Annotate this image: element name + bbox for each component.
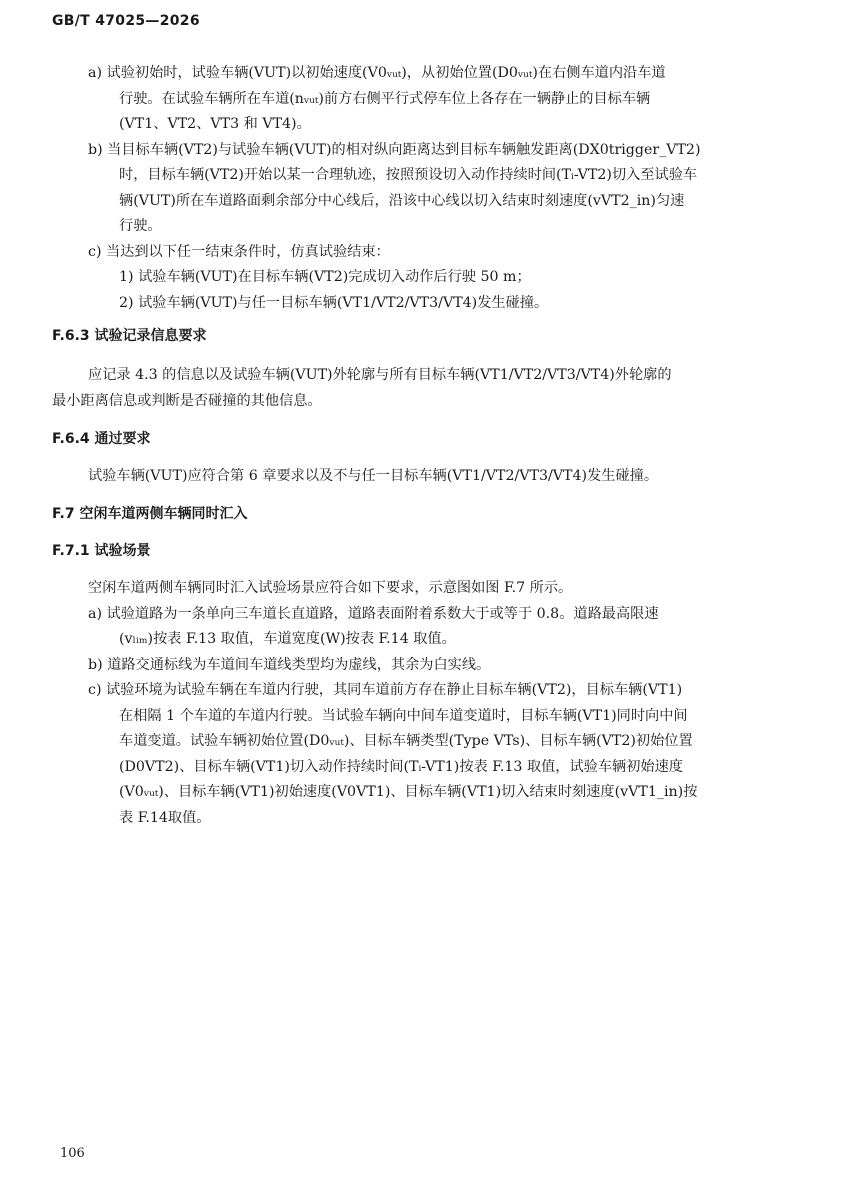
paragraph-f63-line-2: 最小距离信息或判断是否碰撞的其他信息。 — [52, 393, 322, 409]
page-number: 106 — [60, 1146, 85, 1161]
standard-number-header: GB/T 47025—2026 — [52, 13, 200, 29]
paragraph-f64: 试验车辆(VUT)应符合第 6 章要求以及不与任一目标车辆(VT1/VT2/VT3/VT4)发生碰撞。 — [88, 468, 659, 484]
section-heading-f63: F.6.3 试验记录信息要求 — [52, 328, 207, 344]
sub-item-2: 2) 试验车辆(VUT)与任一目标车辆(VT1/VT2/VT3/VT4)发生碰撞。 — [119, 295, 549, 311]
list-item-c-line-1: c) 当达到以下任一结束条件时，仿真试验结束： — [88, 244, 390, 260]
list-item-a2-line-2: (vₗᵢₘ)按表 F.13 取值，车道宽度(W)按表 F.14 取值。 — [119, 631, 456, 647]
list-item-a2-line-1: a) 试验道路为一条单向三车道长直道路，道路表面附着系数大于或等于 0.8。道路最高限速 — [88, 606, 659, 622]
paragraph-f63-line-1: 应记录 4.3 的信息以及试验车辆(VUT)外轮廓与所有目标车辆(VT1/VT2/VT3/VT4)外轮廓的 — [88, 367, 672, 383]
section-heading-f71: F.7.1 试验场景 — [52, 543, 151, 559]
list-item-c2-line-3: 车道变道。试验车辆初始位置(D0ᵥᵤₜ)、目标车辆类型(Type VTs)、目标车辆(VT2)初始位置 — [119, 733, 693, 749]
list-item-b-line-2: 时，目标车辆(VT2)开始以某一合理轨迹，按照预设切入动作持续时间(Tᵢ-VT2)切入至试验车 — [119, 167, 698, 183]
list-item-a-line-2: 行驶。在试验车辆所在车道(nᵥᵤₜ)前方右侧平行式停车位上各存在一辆静止的目标车辆 — [119, 91, 651, 107]
list-item-c2-line-5: (V0ᵥᵤₜ)、目标车辆(VT1)初始速度(V0VT1)、目标车辆(VT1)切入结束时刻速度(vVT1_in)按 — [119, 784, 698, 800]
list-item-c2-line-4: (D0VT2)、目标车辆(VT1)切入动作持续时间(Tᵢ-VT1)按表 F.13 取值，试验车辆初始速度 — [119, 759, 683, 775]
list-item-b-line-4: 行驶。 — [119, 218, 162, 234]
list-item-a-line-1: a) 试验初始时，试验车辆(VUT)以初始速度(V0ᵥᵤₜ)，从初始位置(D0ᵥᵤₜ)在右侧车道内沿车道 — [88, 65, 666, 81]
list-item-c2-line-2: 在相隔 1 个车道的车道内行驶。当试验车辆向中间车道变道时，目标车辆(VT1)同时向中间 — [119, 708, 688, 724]
sub-item-1: 1) 试验车辆(VUT)在目标车辆(VT2)完成切入动作后行驶 50 m； — [119, 269, 531, 285]
list-item-a-line-3: (VT1、VT2、VT3 和 VT4)。 — [119, 116, 311, 132]
list-item-b2-line-1: b) 道路交通标线为车道间车道线类型均为虚线，其余为白实线。 — [88, 657, 491, 673]
list-item-b-line-3: 辆(VUT)所在车道路面剩余部分中心线后，沿该中心线以切入结束时刻速度(vVT2_in)匀速 — [119, 193, 685, 209]
section-heading-f7: F.7 空闲车道两侧车辆同时汇入 — [52, 506, 248, 522]
list-item-b-line-1: b) 当目标车辆(VT2)与试验车辆(VUT)的相对纵向距离达到目标车辆触发距离(DX0trigger_VT2) — [88, 142, 701, 158]
list-item-c2-line-1: c) 试验环境为试验车辆在车道内行驶，其同车道前方存在静止目标车辆(VT2)，目标车辆(VT1) — [88, 682, 683, 698]
section-heading-f64: F.6.4 通过要求 — [52, 431, 151, 447]
list-item-c2-line-6: 表 F.14取值。 — [119, 810, 211, 826]
paragraph-f71-intro: 空闲车道两侧车辆同时汇入试验场景应符合如下要求，示意图如图 F.7 所示。 — [88, 580, 573, 596]
